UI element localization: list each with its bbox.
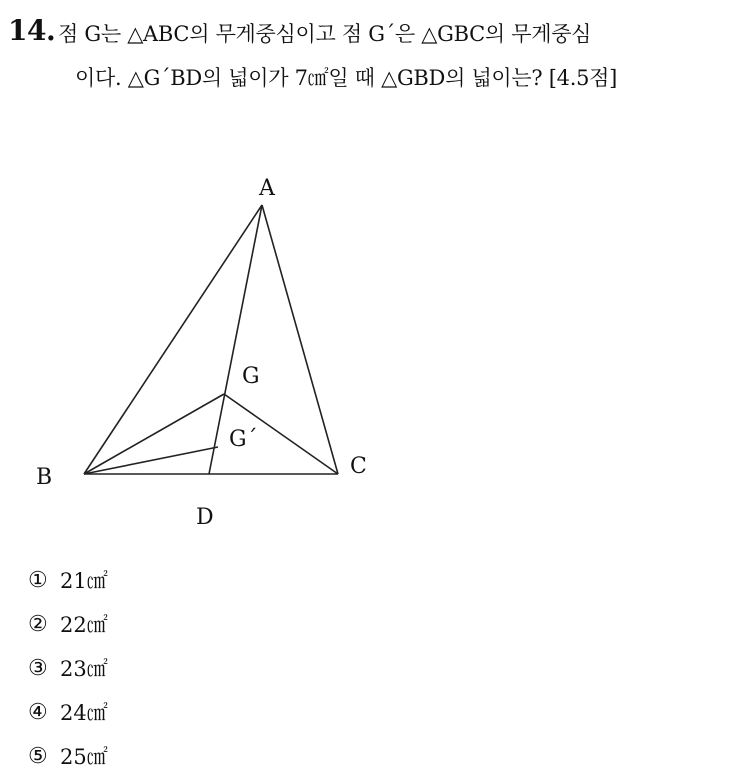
choice-marker: ⑤: [28, 743, 48, 769]
label-g: G: [242, 364, 260, 389]
question-number: 14.: [8, 14, 56, 47]
choice-text: 25㎠: [60, 745, 108, 769]
choice-2[interactable]: [28, 602, 108, 646]
label-b: B: [36, 465, 53, 490]
choice-5[interactable]: [28, 734, 108, 778]
question-text-line-1: 점 G는 △ABC의 무게중심이고 점 G´은 △GBC의 무게중심: [58, 22, 592, 46]
label-d: D: [196, 505, 214, 530]
choice-marker: ④: [28, 699, 48, 725]
choice-3[interactable]: [28, 646, 108, 690]
choice-text: 22㎠: [60, 613, 108, 637]
choice-text: 23㎠: [60, 657, 108, 681]
choice-4[interactable]: [28, 690, 108, 734]
label-c: C: [350, 454, 367, 479]
question-text-line-2: 이다. △G´BD의 넓이가 7㎠일 때 △GBD의 넓이는? [4.5점]: [75, 66, 618, 90]
segment-ac: [262, 205, 338, 474]
choice-marker: ②: [28, 611, 48, 637]
choice-text: 21㎠: [60, 569, 108, 593]
choice-marker: ①: [28, 567, 48, 593]
segment-bg-prime: [84, 447, 218, 474]
choice-text: 24㎠: [60, 701, 108, 725]
label-g-prime: G´: [229, 427, 258, 452]
label-a: A: [259, 176, 275, 201]
segment-bg: [84, 394, 224, 474]
choice-1[interactable]: [28, 558, 108, 602]
choice-marker: ③: [28, 655, 48, 681]
answer-choices: [28, 558, 108, 778]
